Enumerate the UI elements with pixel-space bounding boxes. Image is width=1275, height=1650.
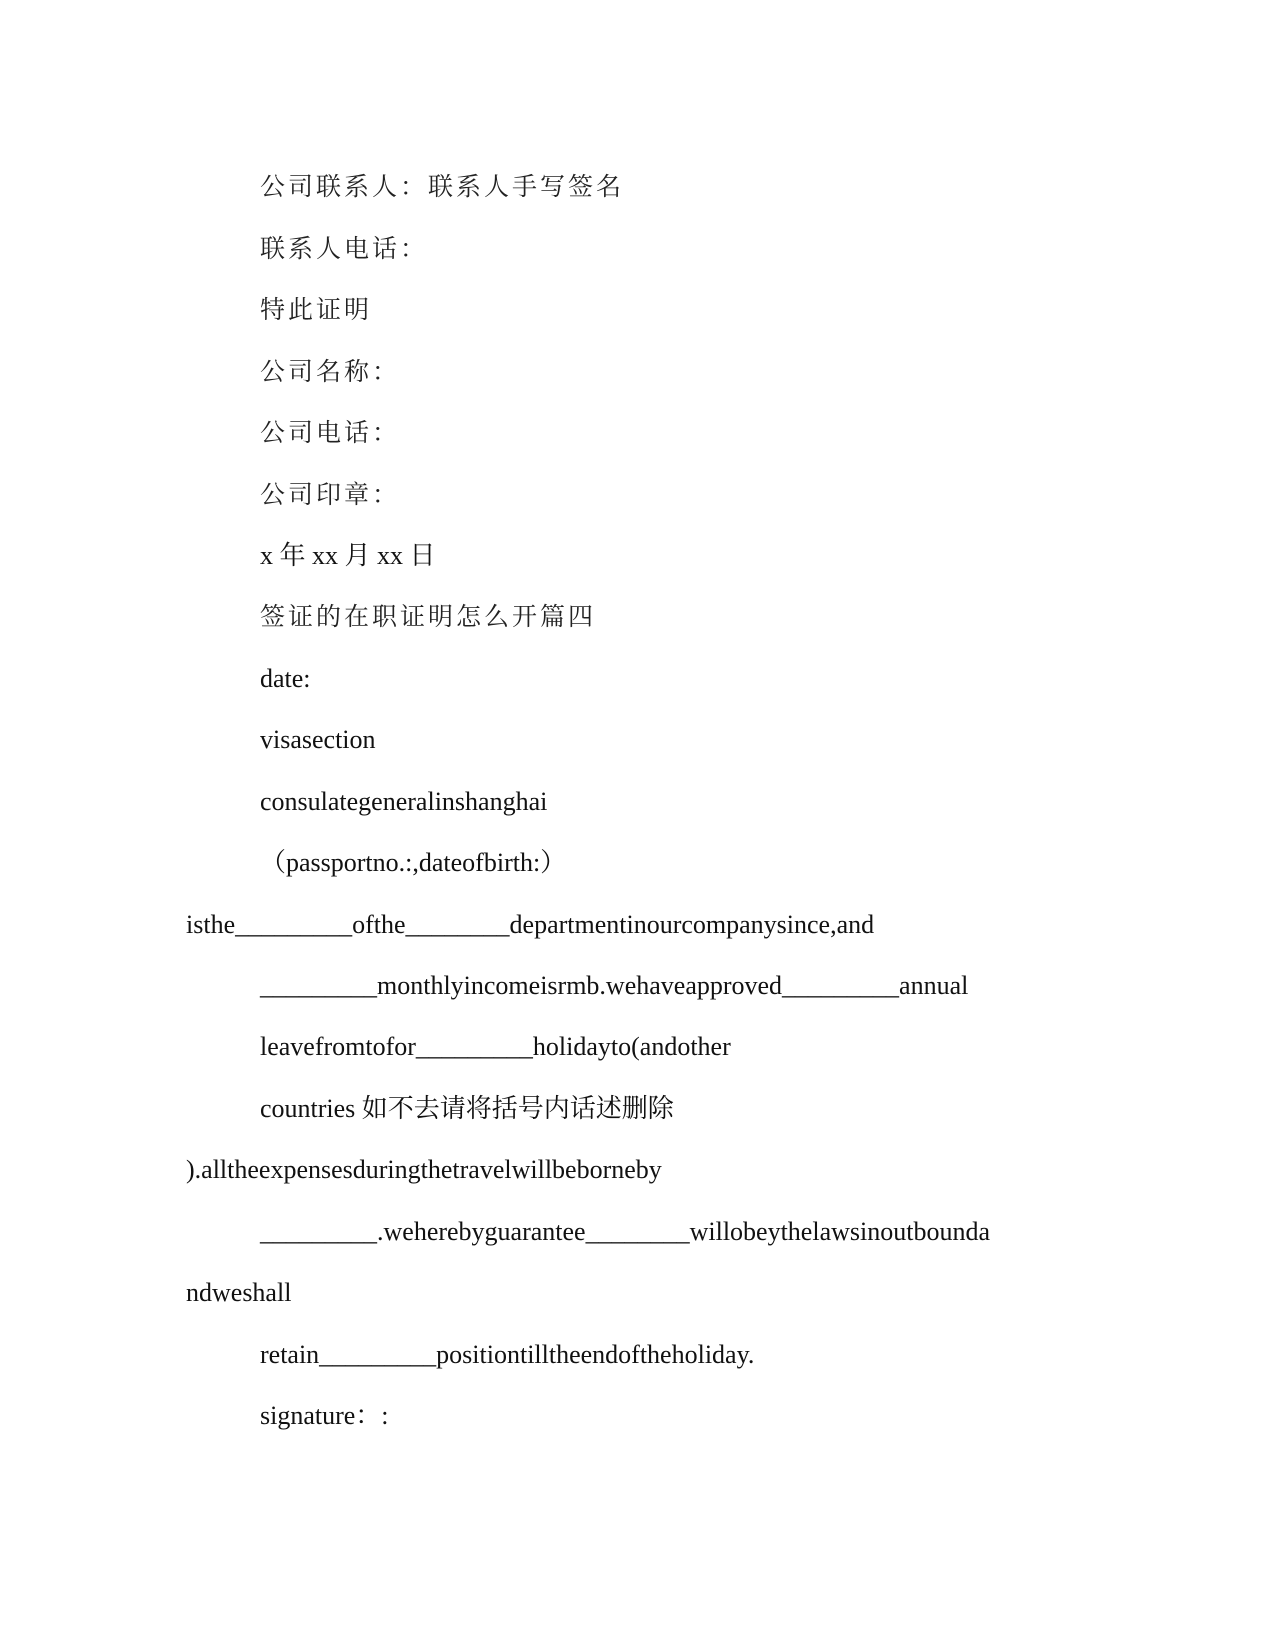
body-line-expenses: ).alltheexpensesduringthetravelwillbeborneby bbox=[186, 1155, 662, 1184]
company-contact-line: 公司联系人：联系人手写签名 bbox=[260, 172, 625, 201]
signature-line: signature：: bbox=[260, 1401, 389, 1430]
visa-section-line: visasection bbox=[260, 725, 376, 754]
consulate-line: consulategeneralinshanghai bbox=[260, 787, 548, 816]
contact-phone-line: 联系人电话： bbox=[260, 234, 429, 263]
body-line-guarantee: _________.weherebyguarantee________willobeythelawsinoutbounda bbox=[260, 1217, 990, 1246]
company-seal-line: 公司印章： bbox=[260, 480, 401, 509]
body-line-retain: retain_________positiontilltheendoftheholiday. bbox=[260, 1340, 755, 1369]
section-heading: 签证的在职证明怎么开篇四 bbox=[260, 602, 597, 631]
certification-line: 特此证明 bbox=[260, 295, 373, 324]
date-label-line: date: bbox=[260, 664, 311, 693]
date-placeholder-line: x 年 xx 月 xx 日 bbox=[260, 541, 436, 570]
body-line-income: _________monthlyincomeisrmb.wehaveapproved_________annual bbox=[260, 971, 969, 1000]
body-line-position: isthe_________ofthe________departmentinourcompanysince,and bbox=[186, 910, 875, 939]
company-name-line: 公司名称： bbox=[260, 357, 401, 386]
company-phone-line: 公司电话： bbox=[260, 418, 401, 447]
body-line-continuation: ndweshall bbox=[186, 1278, 292, 1307]
body-line-countries: countries 如不去请将括号内话述删除 bbox=[260, 1094, 674, 1123]
body-line-leave: leavefromtofor_________holidayto(andother bbox=[260, 1032, 731, 1061]
passport-line: （passportno.:,dateofbirth:） bbox=[260, 848, 567, 877]
